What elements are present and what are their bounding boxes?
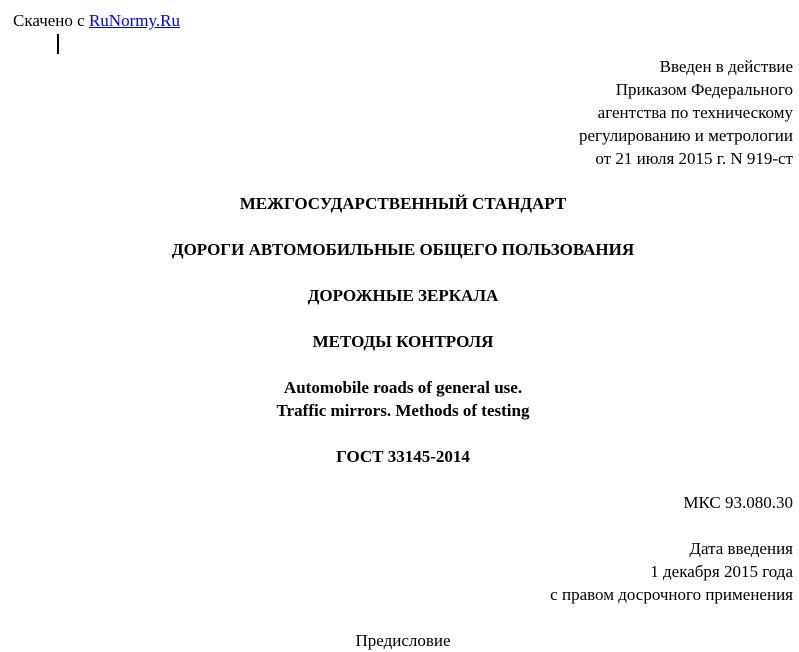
english-title [0, 376, 799, 422]
intro-date-line-3: с правом досрочного применения [550, 585, 793, 604]
mirrors-heading: ДОРОЖНЫЕ ЗЕРКАЛА [307, 286, 499, 305]
mks-code: МКС 93.080.30 [683, 493, 793, 512]
roads-heading: ДОРОГИ АВТОМОБИЛЬНЫЕ ОБЩЕГО ПОЛЬЗОВАНИЯ [171, 240, 635, 259]
intro-date-line-2: 1 декабря 2015 года [650, 562, 793, 581]
approval-block [579, 55, 793, 170]
approval-line-4: регулированию и метрологии [578, 126, 793, 145]
english-title-line-1: Automobile roads of general use. [283, 378, 523, 397]
download-source-line [13, 9, 180, 32]
standard-type-heading: МЕЖГОСУДАРСТВЕННЫЙ СТАНДАРТ [239, 194, 567, 213]
preface-heading: Предисловие [355, 631, 451, 650]
approval-line-1: Введен в действие [659, 57, 793, 76]
intro-date-block [550, 537, 793, 606]
english-title-line-2: Traffic mirrors. Methods of testing [276, 401, 530, 420]
runormy-link[interactable]: RuNormy.Ru [88, 11, 180, 30]
approval-line-5: от 21 июля 2015 г. N 919-ст [595, 149, 793, 168]
gost-number: ГОСТ 33145-2014 [336, 447, 470, 466]
approval-line-3: агентства по техническому [597, 103, 793, 122]
text-cursor [57, 34, 59, 54]
download-source-prefix: Скачено с [13, 11, 89, 30]
methods-heading: МЕТОДЫ КОНТРОЛЯ [312, 332, 494, 351]
approval-line-2: Приказом Федерального [615, 80, 793, 99]
intro-date-line-1: Дата введения [689, 539, 793, 558]
